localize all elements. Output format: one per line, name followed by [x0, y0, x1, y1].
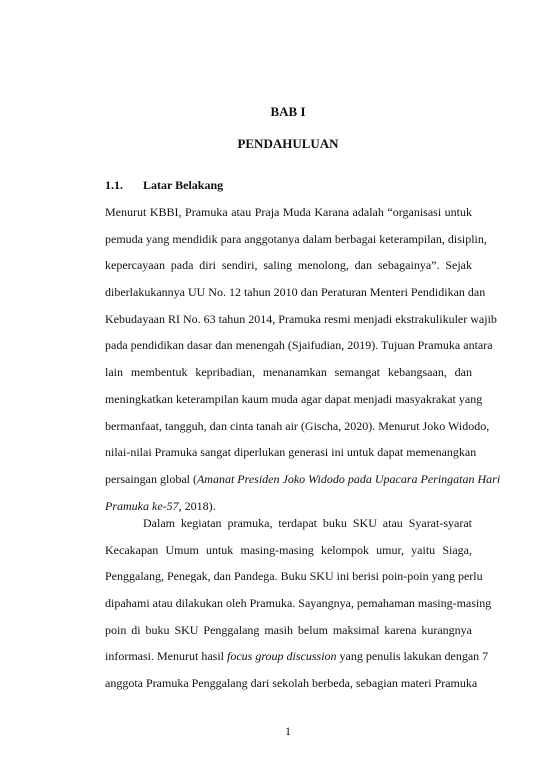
paragraph-line: kepercayaan pada diri sendiri, saling menolong, dan sebagainya”. Sejak — [105, 258, 472, 273]
paragraph-line: Kecakapan Umum untuk masing-masing kelompok umur, yaitu Siaga, — [105, 542, 472, 557]
section-title: Latar Belakang — [143, 178, 224, 192]
paragraph-line: pada pendidikan dasar dan menengah (Sjaifudian, 2019). Tujuan Pramuka antara — [105, 338, 493, 353]
section-heading — [105, 178, 223, 193]
paragraph-line: Kebudayaan RI No. 63 tahun 2014, Pramuka resmi menjadi ekstrakulikuler wajib — [105, 311, 497, 326]
paragraph-line: dipahami atau dilakukan oleh Pramuka. Sayangnya, pemahaman masing-masing — [105, 596, 492, 611]
paragraph-line: anggota Pramuka Penggalang dari sekolah berbeda, sebagian materi Pramuka — [105, 676, 478, 691]
paragraph-line: bermanfaat, tangguh, dan cinta tanah air (Gischa, 2020). Menurut Joko Widodo, — [105, 418, 490, 433]
paragraph-line — [105, 643, 489, 670]
text-run: , 2018). — [178, 498, 216, 513]
paragraph-line: diberlakukannya UU No. 12 tahun 2010 dan Peraturan Menteri Pendidikan dan — [105, 285, 486, 300]
text-run: persaingan global ( — [105, 471, 197, 486]
paragraph-line: Menurut KBBI, Pramuka atau Praja Muda Karana adalah “organisasi untuk — [105, 205, 472, 219]
chapter-title: PENDAHULUAN — [237, 136, 339, 151]
paragraph-line: pemuda yang mendidik para anggotanya dalam berbagai keterampilan, disiplin, — [105, 231, 487, 246]
paragraph-line: meningkatkan keterampilan kaum muda agar dapat menjadi masyakrakat yang — [105, 391, 483, 406]
paragraph-line — [105, 466, 501, 493]
paragraph-1 — [105, 199, 501, 519]
italic-title: Amanat Presiden Joko Widodo pada Upacara Peringatan Hari — [196, 471, 501, 486]
italic-term: focus group discussion — [226, 649, 337, 664]
paragraph-line: poin di buku SKU Penggalang masih belum maksimal karena kurangnya — [105, 622, 472, 637]
paragraph-line: Penggalang, Penegak, dan Pandega. Buku SKU ini berisi poin-poin yang perlu — [105, 569, 483, 584]
italic-title: Pramuka ke-57 — [105, 498, 179, 513]
paragraph-line: Dalam kegiatan pramuka, terdapat buku SKU atau Syarat-syarat — [143, 516, 472, 530]
paragraph-2 — [105, 510, 492, 697]
page-number: 1 — [285, 724, 291, 738]
paragraph-line: nilai-nilai Pramuka sangat diperlukan generasi ini untuk dapat memenangkan — [105, 445, 477, 460]
text-run: yang penulis lakukan dengan 7 — [336, 649, 489, 664]
paragraph-line: lain membentuk kepribadian, menanamkan semangat kebangsaan, dan — [105, 365, 472, 380]
chapter-number: BAB I — [270, 104, 306, 119]
text-run: informasi. Menurut hasil — [105, 649, 227, 664]
section-number: 1.1. — [105, 178, 123, 192]
